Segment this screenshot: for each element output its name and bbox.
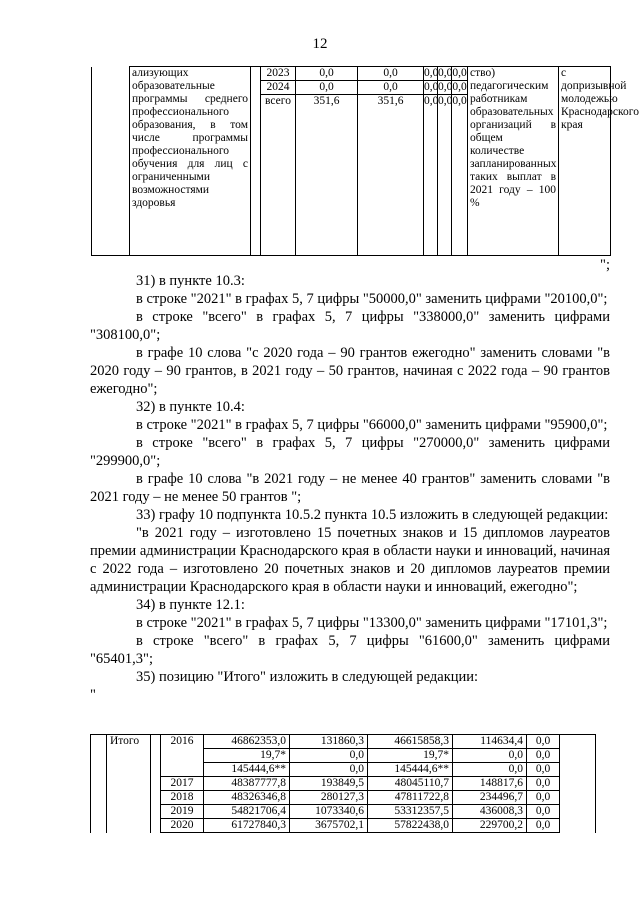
paragraph: 33) графу 10 подпункта 10.5.2 пункта 10.5 изложить в следующей редакции: <box>136 507 609 523</box>
empty-cell <box>560 735 596 749</box>
value-cell: 0,0 <box>453 749 527 763</box>
paragraph: 31) в пункте 10.3: <box>136 273 245 289</box>
closing-quote: "; <box>600 257 610 273</box>
value-cell: 54821706,4 <box>204 805 290 819</box>
paragraph: 32) в пункте 10.4: <box>136 399 245 415</box>
value-cell: 0,0 <box>438 67 453 79</box>
value-cell: 234496,7 <box>453 791 527 805</box>
paragraph: 35) позицию "Итого" изложить в следующей редакции: <box>136 669 479 685</box>
value-cell: 0,0 <box>452 81 467 93</box>
event-description-cell: ализующих образовательные программы среднего профессионального образования, в том числе программы профессионального обучения для лиц с ограниченными возможностями здоровья <box>130 67 251 256</box>
value-cell: 48326346,8 <box>204 791 290 805</box>
value-cell: 46862353,0 <box>204 735 290 749</box>
year-cell: всего <box>261 95 296 256</box>
indicator-cell: ство) педагогическим работникам образовательных организаций в общем количестве запланированных таких выплат в 2021 году – 100 % <box>468 67 559 256</box>
year-cell: 2019 <box>161 805 204 819</box>
value-cell: 148817,6 <box>453 777 527 791</box>
paragraph: в строке "всего" в графах 5, 7 цифры "338000,0" заменить цифрами "308100,0"; <box>90 309 610 343</box>
year-cell: 2020 <box>161 819 204 833</box>
paragraph: в строке "всего" в графах 5, 7 цифры "270000,0" заменить цифрами "299900,0"; <box>90 435 610 469</box>
value-cell: 53312357,5 <box>368 805 453 819</box>
value-cell: 0,0 <box>453 763 527 777</box>
value-cell: 351,6 <box>296 95 358 256</box>
value-cell: 0,0 <box>358 67 424 81</box>
value-cell: 229700,2 <box>453 819 527 833</box>
value-cell: 1073340,6 <box>290 805 368 819</box>
value-cell: 145444,6** <box>368 763 453 777</box>
empty-cell <box>151 735 161 749</box>
value-cell: 48045110,7 <box>368 777 453 791</box>
row-number-cell <box>91 735 107 749</box>
executor-cell: с допризывной молодежью Краснодарского края <box>559 67 611 256</box>
value-cell: 46615858,3 <box>368 735 453 749</box>
year-cell: 2023 <box>261 67 296 81</box>
program-table-fragment <box>91 66 639 256</box>
value-cell: 48387777,8 <box>204 777 290 791</box>
value-cell: 0,0 <box>290 763 368 777</box>
year-cell: 2024 <box>261 81 296 95</box>
paragraph: в графе 10 слова "в 2021 году – не менее 40 грантов" заменить словами "в 2021 году – не менее 50 грантов "; <box>90 471 610 505</box>
value-cell: 0,0 <box>527 777 560 791</box>
value-cell: 57822438,0 <box>368 819 453 833</box>
paragraph: "в 2021 году – изготовлено 15 почетных знаков и 15 дипломов лауреатов премии администрации Краснодарского края в области науки и инноваций, начиная с 2022 года – изготовлено 20 почетных знаков и 20 дипломов лауреатов премии администрации Краснодарского края в области науки и инноваций, ежегодно"; <box>90 525 610 595</box>
value-cell: 0,0 <box>452 67 467 79</box>
value-cell: 0,0 <box>527 749 560 763</box>
row-number-cell <box>92 67 130 256</box>
value-cell: 0,0 <box>358 81 424 95</box>
value-cell: 0,0 <box>296 81 358 95</box>
value-cell: 0,0 <box>527 791 560 805</box>
value-cell: 61727840,3 <box>204 819 290 833</box>
value-cell: 0,0 <box>527 763 560 777</box>
paragraph: в строке "2021" в графах 5, 7 цифры "13300,0" заменить цифрами "17101,3"; <box>136 615 608 631</box>
paragraph: в строке "2021" в графах 5, 7 цифры "66000,0" заменить цифрами "95900,0"; <box>136 417 608 433</box>
amendments-text <box>90 272 610 704</box>
year-cell: 2017 <box>161 777 204 791</box>
value-cell: 436008,3 <box>453 805 527 819</box>
value-cell: 0,0 <box>527 735 560 749</box>
value-cell: 0,0 <box>424 95 438 256</box>
year-cell <box>161 763 204 777</box>
value-cell: 193849,5 <box>290 777 368 791</box>
paragraph: " <box>90 687 96 703</box>
value-cell: 0,0 <box>452 95 468 256</box>
value-cell: 3675702,1 <box>290 819 368 833</box>
value-cell: 47811722,8 <box>368 791 453 805</box>
value-cell: 0,0 <box>296 67 358 81</box>
value-cell: 351,6 <box>358 95 424 256</box>
value-cell: 0,0 <box>438 81 453 93</box>
value-cell: 0,0 <box>424 81 439 93</box>
value-cell: 114634,4 <box>453 735 527 749</box>
total-label: Итого <box>107 735 151 749</box>
paragraph: в строке "2021" в графах 5, 7 цифры "50000,0" заменить цифрами "20100,0"; <box>136 291 608 307</box>
value-cell: 0,0 <box>438 95 452 256</box>
value-cell: 19,7* <box>368 749 453 763</box>
value-cell: 0,0 <box>527 819 560 833</box>
value-cell: 280127,3 <box>290 791 368 805</box>
year-cell: 2016 <box>161 735 204 749</box>
page-number: 12 <box>312 36 328 52</box>
total-table <box>90 734 596 833</box>
paragraph: в строке "всего" в графах 5, 7 цифры "61600,0" заменить цифрами "65401,3"; <box>90 633 610 667</box>
empty-cell <box>251 67 261 256</box>
paragraph: 34) в пункте 12.1: <box>136 597 245 613</box>
value-cell: 0,0 <box>424 67 439 79</box>
value-cell: 0,0 <box>290 749 368 763</box>
year-cell: 2018 <box>161 791 204 805</box>
value-cell: 0,0 <box>527 805 560 819</box>
year-cell <box>161 749 204 763</box>
value-cell: 19,7* <box>204 749 290 763</box>
value-cell: 145444,6** <box>204 763 290 777</box>
paragraph: в графе 10 слова "с 2020 года – 90 грантов ежегодно" заменить словами "в 2020 году – 90 грантов, в 2021 году – 50 грантов, начиная с 2022 года – 90 грантов ежегодно"; <box>90 345 610 397</box>
value-cell: 131860,3 <box>290 735 368 749</box>
